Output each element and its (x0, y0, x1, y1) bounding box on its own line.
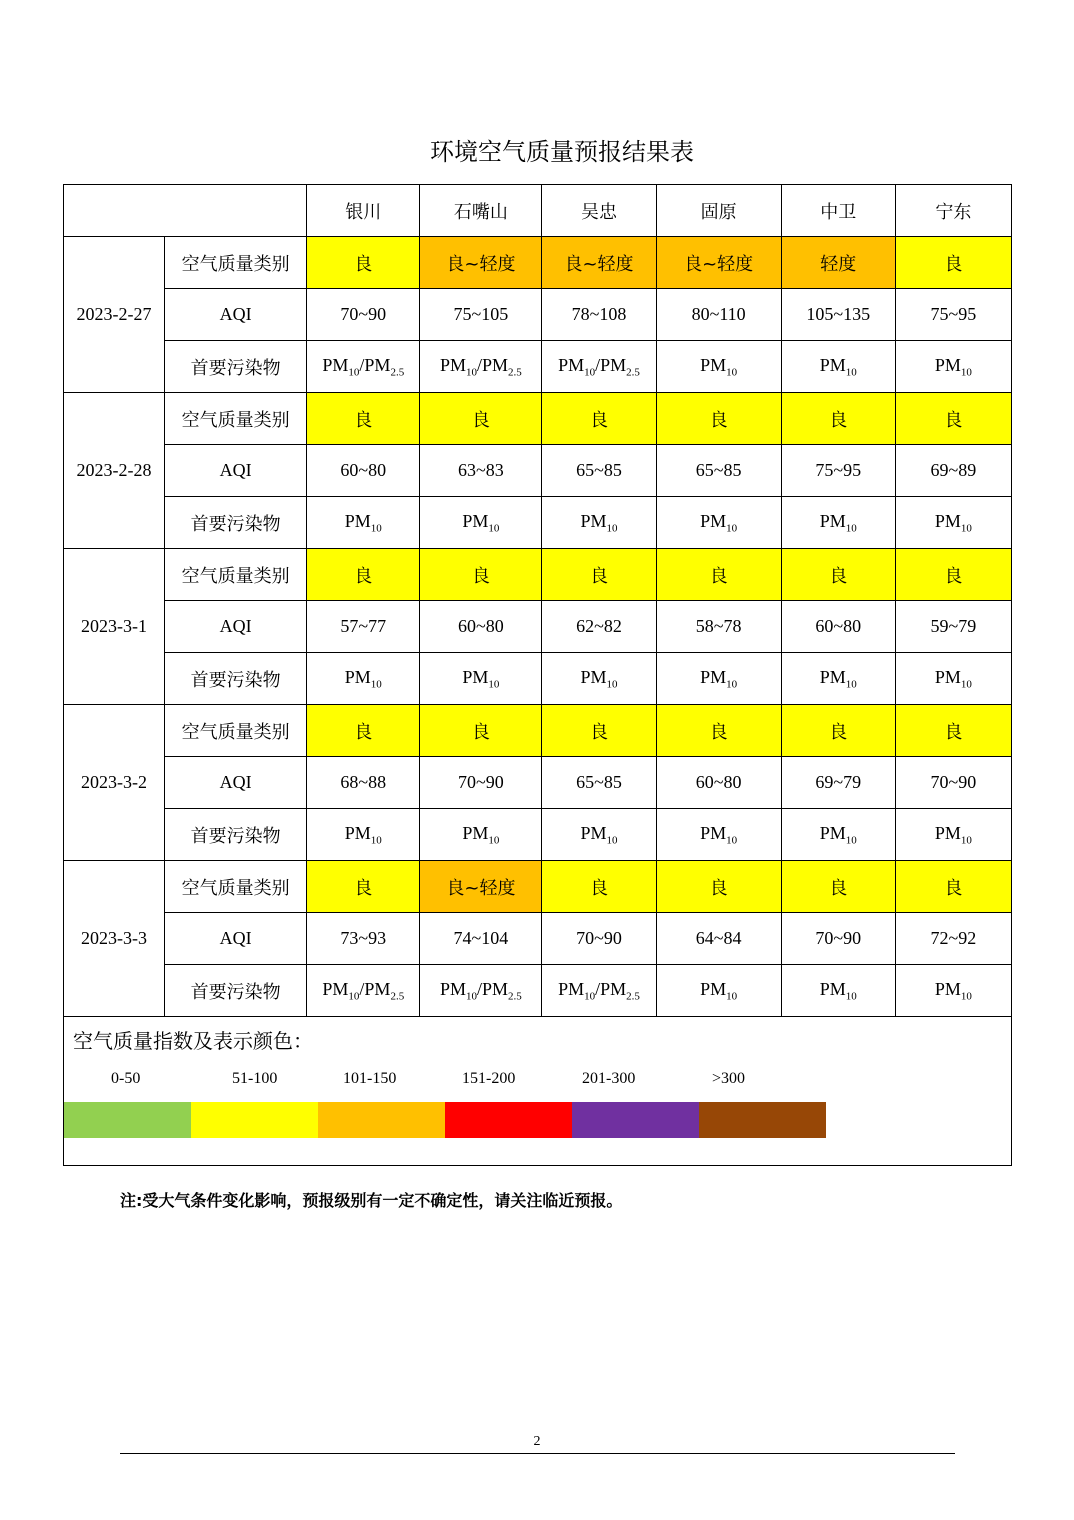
legend-title: 空气质量指数及表示颜色： (73, 1029, 313, 1053)
category-row (64, 861, 1012, 913)
legend-color-swatch (699, 1102, 826, 1138)
pollutant-cell: $PM_{10}$ (542, 653, 656, 705)
category-row (64, 549, 1012, 601)
category-cell: 良 (542, 393, 656, 445)
aqi-label: AQI (165, 289, 307, 341)
category-cell: 良 (542, 549, 656, 601)
legend-range-label: >300 (712, 1070, 746, 1087)
legend-range-label: 201-300 (582, 1070, 636, 1087)
page-number: 2 (533, 1434, 541, 1449)
category-cell: 良 (656, 549, 781, 601)
pollutant-cell: $PM_{10}/PM_{2.5}$ (420, 965, 542, 1017)
pollutant-row (64, 497, 1012, 549)
category-cell: 良~轻度 (420, 861, 542, 913)
aqi-label: AQI (165, 445, 307, 497)
category-cell: 良 (895, 861, 1011, 913)
legend-range-label: 0-50 (111, 1070, 141, 1087)
footer-divider (120, 1453, 955, 1454)
city-header: 固原 (656, 185, 781, 237)
category-label: 空气质量类别 (165, 237, 307, 289)
aqi-cell: 60~80 (656, 757, 781, 809)
pollutant-cell: $PM_{10}$ (420, 809, 542, 861)
aqi-cell: 60~80 (420, 601, 542, 653)
aqi-row (64, 601, 1012, 653)
pollutant-cell: $PM_{10}$ (781, 341, 895, 393)
aqi-cell: 80~110 (656, 289, 781, 341)
pollutant-cell: $PM_{10}/PM_{2.5}$ (542, 965, 656, 1017)
pollutant-label: 首要污染物 (165, 653, 307, 705)
pollutant-row (64, 965, 1012, 1017)
aqi-cell: 74~104 (420, 913, 542, 965)
category-cell: 良 (895, 549, 1011, 601)
category-label: 空气质量类别 (165, 861, 307, 913)
aqi-row (64, 289, 1012, 341)
aqi-cell: 72~92 (895, 913, 1011, 965)
pollutant-cell: $PM_{10}$ (420, 653, 542, 705)
aqi-row (64, 757, 1012, 809)
aqi-label: AQI (165, 601, 307, 653)
pollutant-cell: $PM_{10}/PM_{2.5}$ (542, 341, 656, 393)
category-cell: 良 (781, 861, 895, 913)
category-cell: 良 (781, 393, 895, 445)
legend-color-swatch (64, 1102, 191, 1138)
aqi-cell: 105~135 (781, 289, 895, 341)
aqi-cell: 69~79 (781, 757, 895, 809)
pollutant-cell: $PM_{10}/PM_{2.5}$ (307, 341, 420, 393)
pollutant-cell: $PM_{10}$ (895, 341, 1011, 393)
city-header: 中卫 (781, 185, 895, 237)
aqi-cell: 70~90 (420, 757, 542, 809)
pollutant-cell: $PM_{10}$ (307, 653, 420, 705)
pollutant-cell: $PM_{10}$ (656, 809, 781, 861)
category-cell: 良 (307, 861, 420, 913)
pollutant-label: 首要污染物 (165, 497, 307, 549)
city-header: 宁东 (895, 185, 1011, 237)
aqi-cell: 78~108 (542, 289, 656, 341)
aqi-cell: 75~95 (895, 289, 1011, 341)
aqi-cell: 69~89 (895, 445, 1011, 497)
date-cell: 2023-2-28 (64, 393, 165, 549)
city-header: 吴忠 (542, 185, 656, 237)
aqi-cell: 68~88 (307, 757, 420, 809)
category-label: 空气质量类别 (165, 705, 307, 757)
pollutant-label: 首要污染物 (165, 965, 307, 1017)
legend-color-swatch (572, 1102, 699, 1138)
pollutant-cell: $PM_{10}$ (656, 341, 781, 393)
date-cell: 2023-3-3 (64, 861, 165, 1017)
aqi-cell: 70~90 (895, 757, 1011, 809)
pollutant-cell: $PM_{10}$ (895, 965, 1011, 1017)
category-cell: 良 (420, 549, 542, 601)
aqi-cell: 60~80 (307, 445, 420, 497)
page-title: 环境空气质量预报结果表 (430, 138, 694, 166)
pollutant-label: 首要污染物 (165, 809, 307, 861)
legend-color-swatch (318, 1102, 445, 1138)
legend-color-swatch (191, 1102, 318, 1138)
corner-cell (64, 185, 307, 237)
aqi-cell: 70~90 (307, 289, 420, 341)
category-cell: 良 (542, 861, 656, 913)
category-cell: 良 (781, 705, 895, 757)
pollutant-cell: $PM_{10}/PM_{2.5}$ (307, 965, 420, 1017)
category-cell: 良 (420, 393, 542, 445)
category-cell: 良 (895, 705, 1011, 757)
pollutant-cell: $PM_{10}$ (781, 965, 895, 1017)
pollutant-cell: $PM_{10}$ (542, 809, 656, 861)
category-cell: 良 (656, 705, 781, 757)
pollutant-cell: $PM_{10}$ (781, 497, 895, 549)
pollutant-cell: $PM_{10}$ (420, 497, 542, 549)
date-cell: 2023-2-27 (64, 237, 165, 393)
aqi-cell: 65~85 (542, 445, 656, 497)
pollutant-cell: $PM_{10}$ (656, 653, 781, 705)
category-cell: 良 (656, 861, 781, 913)
aqi-cell: 75~105 (420, 289, 542, 341)
category-cell: 良 (781, 549, 895, 601)
city-header: 银川 (307, 185, 420, 237)
forecast-table (63, 184, 1012, 1017)
aqi-cell: 75~95 (781, 445, 895, 497)
pollutant-row (64, 341, 1012, 393)
aqi-row (64, 913, 1012, 965)
legend-range-label: 151-200 (462, 1070, 516, 1087)
date-cell: 2023-3-1 (64, 549, 165, 705)
aqi-cell: 59~79 (895, 601, 1011, 653)
pollutant-cell: $PM_{10}$ (307, 809, 420, 861)
aqi-cell: 60~80 (781, 601, 895, 653)
aqi-cell: 70~90 (781, 913, 895, 965)
category-row (64, 237, 1012, 289)
pollutant-cell: $PM_{10}$ (656, 965, 781, 1017)
pollutant-cell: $PM_{10}$ (781, 809, 895, 861)
category-cell: 良~轻度 (542, 237, 656, 289)
category-cell: 良 (307, 393, 420, 445)
category-cell: 良~轻度 (656, 237, 781, 289)
aqi-cell: 65~85 (656, 445, 781, 497)
date-cell: 2023-3-2 (64, 705, 165, 861)
category-cell: 良 (420, 705, 542, 757)
pollutant-cell: $PM_{10}$ (895, 653, 1011, 705)
aqi-row (64, 445, 1012, 497)
aqi-label: AQI (165, 913, 307, 965)
category-row (64, 393, 1012, 445)
category-cell: 良 (656, 393, 781, 445)
category-cell: 轻度 (781, 237, 895, 289)
pollutant-cell: $PM_{10}$ (542, 497, 656, 549)
aqi-cell: 62~82 (542, 601, 656, 653)
aqi-label: AQI (165, 757, 307, 809)
aqi-cell: 64~84 (656, 913, 781, 965)
category-cell: 良 (895, 393, 1011, 445)
pollutant-cell: $PM_{10}$ (781, 653, 895, 705)
category-cell: 良~轻度 (420, 237, 542, 289)
pollutant-cell: $PM_{10}$ (656, 497, 781, 549)
pollutant-cell: $PM_{10}$ (895, 497, 1011, 549)
category-label: 空气质量类别 (165, 549, 307, 601)
aqi-cell: 58~78 (656, 601, 781, 653)
pollutant-row (64, 653, 1012, 705)
legend-range-label: 101-150 (343, 1070, 397, 1087)
category-cell: 良 (542, 705, 656, 757)
legend-color-swatch (445, 1102, 572, 1138)
forecast-note: 注:受大气条件变化影响，预报级别有一定不确定性，请关注临近预报。 (120, 1191, 623, 1210)
aqi-cell: 63~83 (420, 445, 542, 497)
aqi-legend (63, 1013, 1012, 1166)
category-cell: 良 (307, 237, 420, 289)
legend-range-label: 51-100 (232, 1070, 278, 1087)
aqi-cell: 70~90 (542, 913, 656, 965)
category-row (64, 705, 1012, 757)
aqi-cell: 73~93 (307, 913, 420, 965)
city-header: 石嘴山 (420, 185, 542, 237)
aqi-cell: 65~85 (542, 757, 656, 809)
pollutant-row (64, 809, 1012, 861)
pollutant-cell: $PM_{10}$ (307, 497, 420, 549)
category-cell: 良 (895, 237, 1011, 289)
pollutant-cell: $PM_{10}$ (895, 809, 1011, 861)
category-cell: 良 (307, 705, 420, 757)
header-row (64, 185, 1012, 237)
category-label: 空气质量类别 (165, 393, 307, 445)
aqi-cell: 57~77 (307, 601, 420, 653)
pollutant-cell: $PM_{10}/PM_{2.5}$ (420, 341, 542, 393)
pollutant-label: 首要污染物 (165, 341, 307, 393)
category-cell: 良 (307, 549, 420, 601)
